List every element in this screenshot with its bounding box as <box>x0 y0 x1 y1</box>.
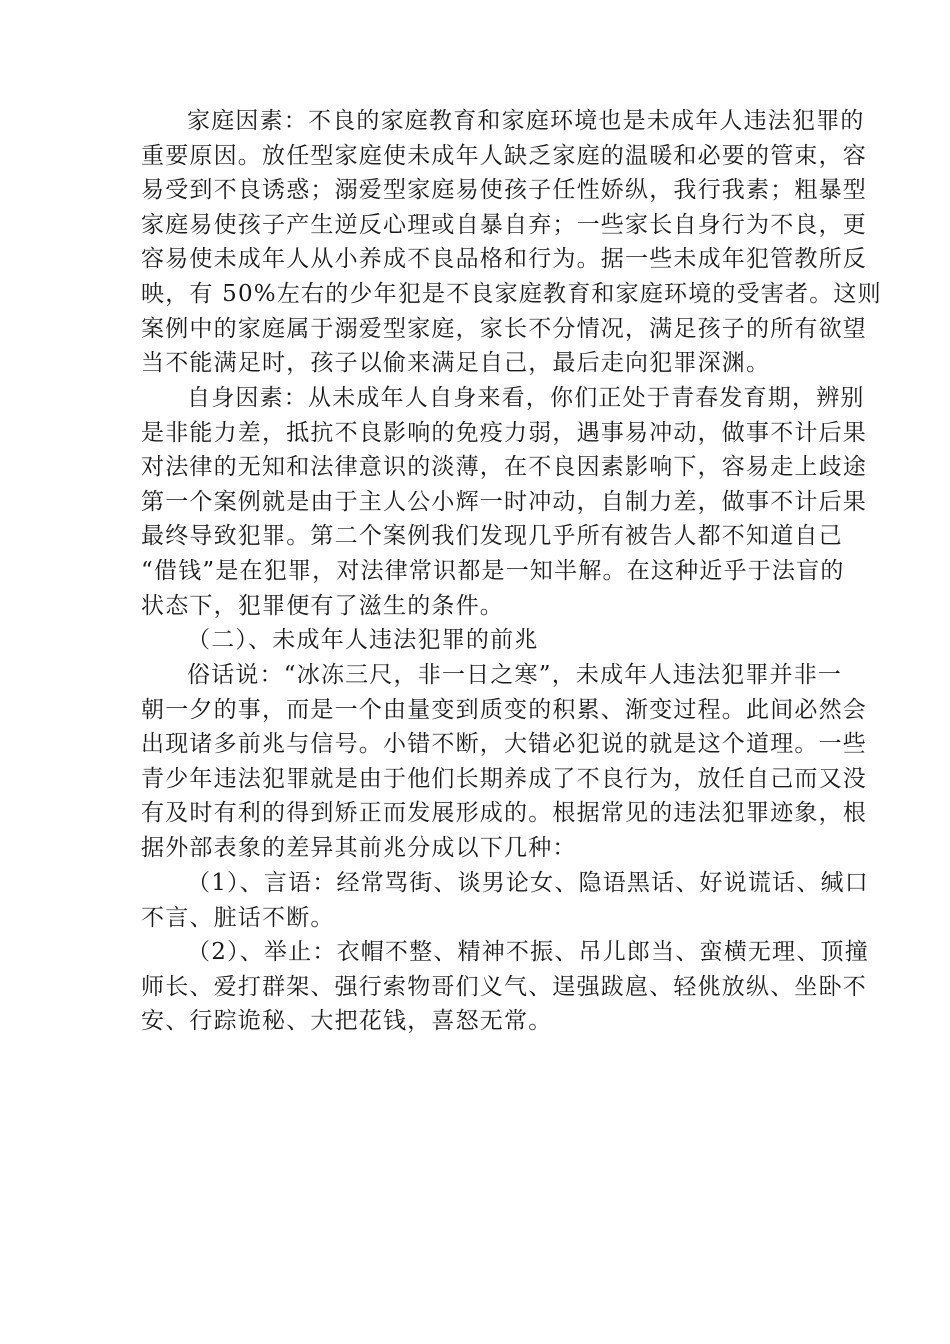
text-line: 师长、爱打群架、强行索物哥们义气、逞强跋扈、轻佻放纵、坐卧不 <box>141 973 867 1000</box>
paragraph-self-factors <box>141 381 867 623</box>
text-line: 案例中的家庭属于溺爱型家庭，家长不分情况，满足孩子的所有欲望 <box>141 315 867 342</box>
text-line: 家庭易使孩子产生逆反心理或自暴自弃；一些家长自身行为不良，更 <box>141 211 867 238</box>
text-line: “借钱”是在犯罪，对法律常识都是一知半解。在这种近乎于法盲的 <box>141 557 845 584</box>
text-line: （2）、举止：衣帽不整、精神不振、吊儿郎当、蛮横无理、顶撞 <box>187 939 869 965</box>
section-heading <box>141 623 826 658</box>
text-line: 安、行踪诡秘、大把花钱，喜怒无常。 <box>141 1008 553 1035</box>
text-line: 对法律的无知和法律意识的淡薄，在不良因素影响下，容易走上歧途 <box>141 454 867 481</box>
text-line: 易受到不良诱惑；溺爱型家庭易使孩子任性娇纵，我行我素；粗暴型 <box>141 177 867 204</box>
text-line: 据外部表象的差异其前兆分成以下几种： <box>141 834 577 861</box>
text-line: 重要原因。放任型家庭使未成年人缺乏家庭的温暖和必要的管束，容 <box>141 142 867 169</box>
text-line: 状态下，犯罪便有了滋生的条件。 <box>141 592 504 619</box>
list-item-behavior <box>141 935 869 1039</box>
section-heading-text: （二）、未成年人违法犯罪的前兆 <box>187 627 539 653</box>
text-line: 第一个案例就是由于主人公小辉一时冲动，自制力差，做事不计后果 <box>141 488 867 515</box>
text-line: 映，有 50%左右的少年犯是不良家庭教育和家庭环境的受害者。这则 <box>141 280 882 307</box>
text-line: 家庭因素：不良的家庭教育和家庭环境也是未成年人违法犯罪的 <box>187 108 865 134</box>
paragraph-precursors <box>141 658 867 866</box>
text-line: 青少年违法犯罪就是由于他们长期养成了不良行为，放任自己而又没 <box>141 765 867 792</box>
text-line: 是非能力差，抵抗不良影响的免疫力弱，遇事易冲动，做事不计后果 <box>141 419 867 446</box>
text-line: 容易使未成年人从小养成不良品格和行为。据一些未成年犯管教所反 <box>141 246 867 273</box>
text-line: （1）、言语：经常骂街、谈男论女、隐语黑话、好说谎话、缄口 <box>187 870 869 896</box>
text-line: 有及时有利的得到矫正而发展形成的。根据常见的违法犯罪迹象，根 <box>141 800 867 827</box>
text-line: 不言、脏话不断。 <box>141 904 335 931</box>
list-item-speech <box>141 866 869 935</box>
paragraph-family-factors <box>141 104 882 381</box>
text-line: 当不能满足时，孩子以偷来满足自己，最后走向犯罪深渊。 <box>141 350 771 377</box>
text-line: 自身因素：从未成年人自身来看，你们正处于青春发育期，辨别 <box>187 385 865 411</box>
text-line: 俗话说：“冰冻三尺，非一日之寒”，未成年人违法犯罪并非一 <box>187 662 843 688</box>
text-line: 出现诸多前兆与信号。小错不断，大错必犯说的就是这个道理。一些 <box>141 731 867 758</box>
text-line: 最终导致犯罪。第二个案例我们发现几乎所有被告人都不知道自己 <box>141 523 843 550</box>
text-line: 朝一夕的事，而是一个由量变到质变的积累、渐变过程。此间必然会 <box>141 696 867 723</box>
